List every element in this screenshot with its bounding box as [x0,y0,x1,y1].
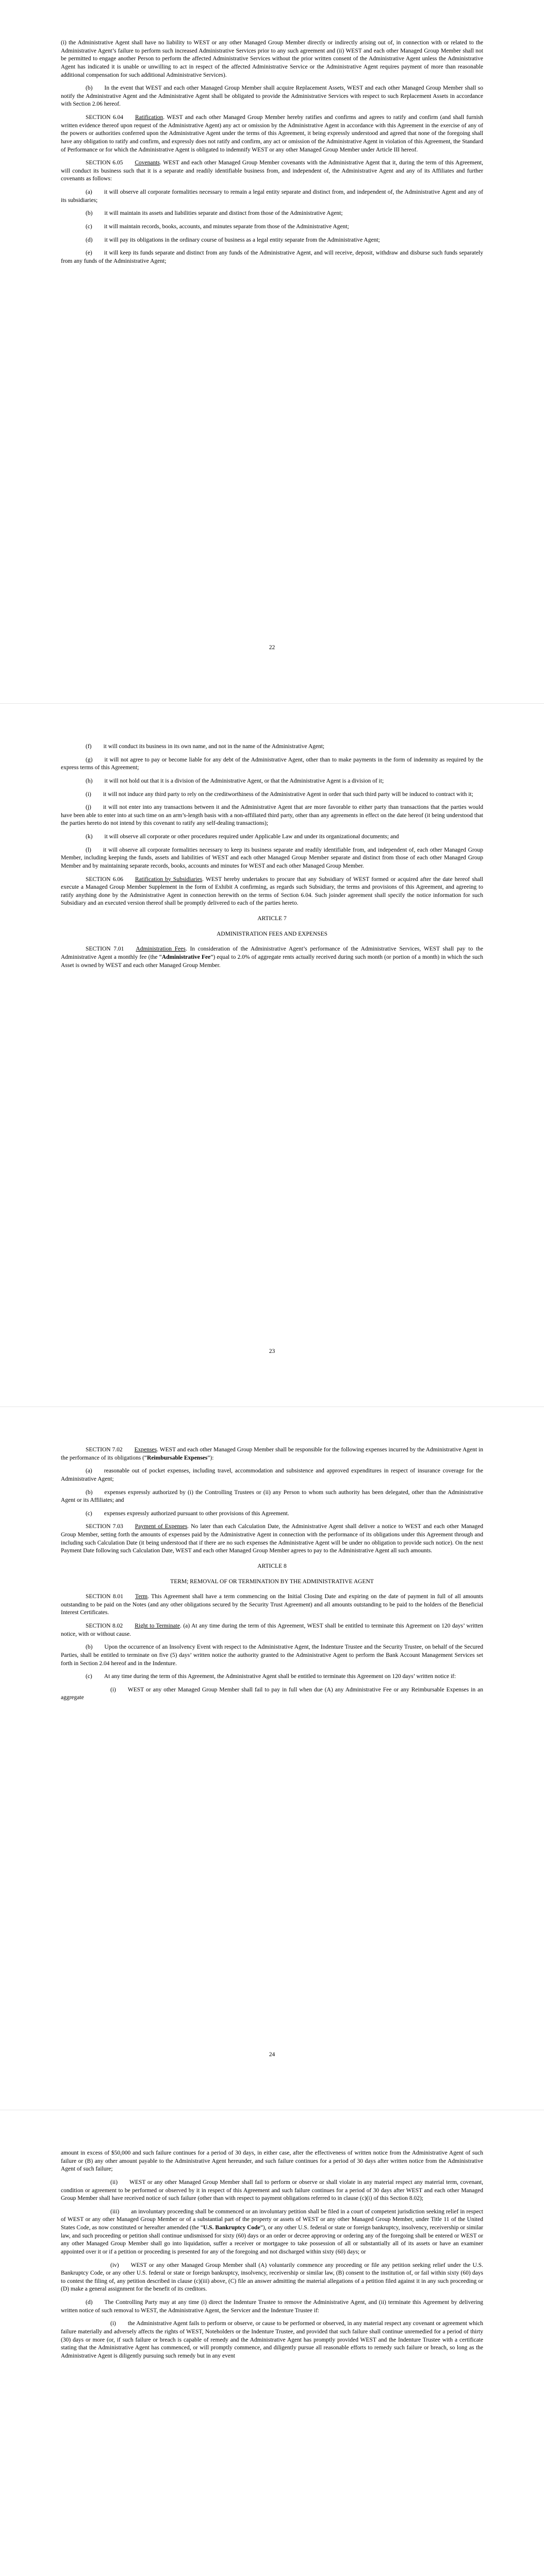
text-run: (ii) WEST or any other Managed Group Member shall fail to perform or observe or shall violate in any material respect any material term, covenant, condition or agreement to be performed or observed by it in respect of this Agreement and such failure continues for a period of 30 days after WEST and each other Managed Group Member shall have received notice of such failure (other than with respect to payment obligations referred to in clause (c)(i) of this Section 8.02); [61,2179,483,2202]
paragraph [61,743,483,751]
document-page [0,0,544,703]
text-run: (e) it will keep its funds separate and distinct from any funds of the Administrative Agent, and will receive, deposit, withdraw and disburse such funds separately from any funds of the Administrative Agent; [61,250,483,264]
text-run: SECTION 6.06 [86,876,135,883]
paragraph [61,2262,483,2294]
paragraph [61,945,483,970]
section-caption: Covenants [135,160,160,166]
text-run: (i) WEST or any other Managed Group Member shall fail to pay in full when due (A) any Administrative Fee or any Reimbursable Expenses in an aggregate [61,1686,483,1701]
page-number: 22 [269,645,275,651]
text-run: ARTICLE 7 [257,916,287,922]
paragraph [61,2208,483,2257]
document-page [0,2110,544,2576]
article-heading [61,1578,483,1586]
section-caption: Term [135,1594,148,1600]
section-caption: Ratification [135,114,163,121]
paragraph [61,249,483,265]
article-heading [61,930,483,939]
text-run: (b) expenses expressly authorized by (i) the Controlling Trustees or (ii) any Person to whom such authority has been delegated, other than the Administrative Agent or its Affiliates; and [61,1489,483,1504]
section-caption: Administration Fees [136,946,186,953]
paragraph [61,1622,483,1638]
paragraph [61,777,483,786]
text-run: TERM; REMOVAL OF OR TERMINATION BY THE ADMINISTRATIVE AGENT [170,1578,374,1585]
section-caption: Payment of Expenses [135,1523,188,1530]
text-run: (iv) WEST or any other Managed Group Member shall (A) voluntarily commence any proceeding or file any petition seeking relief under the U.S. Bankruptcy Code, or any other U.S. federal or state or foreign bankruptcy, insolvency, receivership or similar law, (B) consent to the institution of, or fail within sixty (60) days to contest the filing of, any petition described in clause (c)(iii) above, (C) file an answer admitting the material allegations of a petition filed against it in any such proceeding or (D) make a general assignment for the benefit of its creditors. [61,2262,483,2293]
paragraph [61,39,483,79]
text-run: ”), or any other U.S. federal or state or foreign bankruptcy, insolvency, receivership or similar law, and such proceeding or petition shall continue undismissed for sixty (60) days or an order or decree approving or ordering any of the foregoing shall be entered or WEST or any other Managed Group Member shall go into liquidation, suffer a receiver or mortgagee to take possession of all or substantially all of its assets or have an examiner appointed over it or if a petition or proceeding is presented for any of the foregoing and not discharged within sixty (60) days; or [61,2225,483,2255]
text-run: (d) The Controlling Party may at any time (i) direct the Indenture Trustee to remove the Administrative Agent, and (ii) terminate this Agreement by delivering written notice of such removal to WEST, the Administrative Agent, the Servicer and the Indenture Trustee if: [61,2299,483,2314]
text-run: (b) In the event that WEST and each other Managed Group Member shall acquire Replacement Assets, WEST and each other Managed Group Member shall so notify the Administrative Agent and the Administrative Agent shall be obligated to provide the Administrative Services with respect to such Replacement Assets in accordance with Section 2.06 hereof. [61,85,483,108]
paragraph [61,1523,483,1555]
text-run: (g) it will not agree to pay or become liable for any debt of the Administrative Agent, other than to make payments in the form of indemnity as required by the express terms of this Agreement; [61,756,483,771]
text-run: . WEST hereby undertakes to procure that any Subsidiary of WEST formed or acquired after the date hereof shall execute a Managed Group Member Supplement in the form of Exhibit A confirming, as regards such Subsidiary, the terms and provisions of this Agreement, and agreeing to ratify anything done by the Administrative Agent in connection herewith on the terms of Section 6.04. Such joinder agreement shall specify the notice information for such Subsidiary and an executed version thereof shall be promptly delivered to each of the parties hereto. [61,876,483,907]
paragraph [61,84,483,109]
text-run: SECTION 6.04 [86,114,135,121]
paragraph [61,1489,483,1505]
paragraph [61,1446,483,1462]
text-run: (d) it will pay its obligations in the ordinary course of business as a legal entity separate from the Administrative Agent; [86,236,380,243]
text-run: (f) it will conduct its business in its own name, and not in the name of the Administrative Agent; [86,743,325,750]
text-run: (c) it will maintain records, books, accounts, and minutes separate from those of the Administrative Agent; [86,223,349,230]
paragraph [61,1593,483,1617]
defined-term: Reimbursable Expenses [147,1454,208,1461]
text-run: . No later than each Calculation Date, the Administrative Agent shall deliver a notice to WEST and each other Managed Group Member, setting forth the amounts of expenses paid by the Administrative Agent in connection with the performance of its obligations under this Agreement through and including such Calculation Date (it being understood that if there are no such expenses the Administrative Agent will be under no obligation to provide such notice). On the next Payment Date following such Calculation Date, WEST and each other Managed Group Member agrees to pay to the Administrative Agent all such amounts. [61,1523,483,1554]
paragraph [61,833,483,841]
text-run: . In consideration of the Administrative Agent’s performance of the Administrative Services, WEST shall pay to the Administrative Agent a monthly fee (the “ [61,946,483,960]
text-run: . WEST and each other Managed Group Member covenants with the Administrative Agent that it, during the term of this Agreement, will conduct its business such that it is a separate and readily identifiable business from, and independent of, the Administrative Agent and any of its Affiliates and further covenants as follows: [61,160,483,182]
text-run: (a) reasonable out of pocket expenses, including travel, accommodation and subsistence and approved expenditures in respect of insurance coverage for the Administrative Agent; [61,1468,483,1482]
paragraph [61,1510,483,1518]
defined-term: Administrative Fee [161,954,211,960]
page-number: 24 [269,2052,275,2058]
paragraph [61,2149,483,2174]
text-run: (c) At any time during the term of this Agreement, the Administrative Agent shall be entitled to terminate this Agreement on 120 days’ written notice if: [86,1673,456,1680]
paragraph [61,223,483,231]
text-run: . WEST and each other Managed Group Member hereby ratifies and confirms and agrees to ratify and confirm (and shall furnish written evidence thereof upon request of the Administrative Agent) any act or omission by the Administrative Agent in accordance with this Agreement in the exercise of any of the powers or authorities conferred upon the Administrative Agent under the terms of this Agreement, it being expressly understood and agreed that none of the foregoing shall have any obligation to ratify and confirm, and expressly does not ratify and confirm, any act or omission of the Administrative Agent in violation of this Agreement, the Standard of Performance or for which the Administrative Agent is obligated to indemnify WEST or any other Managed Group Member under Article III hereof. [61,114,483,153]
text-run: SECTION 6.05 [86,160,135,166]
paragraph [61,1686,483,1702]
text-run: ARTICLE 8 [257,1563,287,1569]
paragraph [61,236,483,245]
text-run: SECTION 8.01 [86,1594,136,1600]
text-run: (a) it will observe all corporate formalities necessary to remain a legal entity separate and distinct from, and independent of, the Administrative Agent and any of its subsidiaries; [61,189,483,204]
paragraph [61,1467,483,1483]
text-run: ”) equal to 2.0% of aggregate rents actually received during such month (or portion of a month) in which the such Asset is owned by WEST and each other Managed Group Member. [61,954,483,969]
text-run: SECTION 7.01 [86,946,136,953]
paragraph [61,210,483,218]
paragraph [61,876,483,908]
text-run: (i) the Administrative Agent fails to perform or observe, or cause to be performed or observed, in any material respect any covenant or agreement which failure materially and adversely affects the rights of WEST, Noteholders or the Indenture Trustee, and provided that such failure shall continue unremedied for a period of thirty (30) days or more (or, if such failure or breach is capable of remedy and the Administrative Agent has promptly provided WEST and the Indenture Trustee with a certificate stating that the Administrative Agent has commenced, or will promptly commence, and diligently pursue all reasonable efforts to remedy such failure or breach, so long as the Administrative Agent is diligently pursuing such remedy but in any event [61,2320,483,2359]
text-run: (l) it will observe all corporate formalities necessary to keep its business separate and readily identifiable from, and independent of, each other Managed Group Member, including keeping the funds, assets and liabilities of WEST and each other Managed Group Member separate and distinct from those of each other Managed Group Member and by maintaining separate records, books, accounts and minutes for WEST and each other Managed Group Member. [61,846,483,869]
paragraph [61,804,483,828]
text-run: SECTION 7.03 [86,1523,135,1530]
paragraph [61,846,483,871]
text-run: (k) it will observe all corporate or other procedures required under Applicable Law and under its organizational documents; and [86,834,399,840]
text-run: (c) expenses expressly authorized pursuant to other provisions of this Agreement. [86,1510,289,1517]
text-run: (b) Upon the occurrence of an Insolvency Event with respect to the Administrative Agent, the Indenture Trustee and the Security Trustee, on behalf of the Secured Parties, shall be entitled to terminate on five (5) days’ written notice the authority granted to the Administrative Agent to perform the Bank Account Management Services set forth in Section 2.04 hereof and in the Indenture. [61,1644,483,1667]
paragraph [61,2320,483,2360]
text-run: SECTION 8.02 [86,1623,135,1629]
paragraph [61,159,483,183]
text-run: (b) it will maintain its assets and liabilities separate and distinct from those of the Administrative Agent; [86,210,343,217]
article-heading [61,915,483,923]
text-run: amount in excess of $50,000 and such failure continues for a period of 30 days, in either case, after the effectiveness of written notice from the Administrative Agent of such failure or (B) any other amount payable to the Administrative Agent hereunder, and such failure continues for a period of 30 days after written notice from the Administrative Agent of such failure; [61,2150,483,2173]
text-run: . WEST and each other Managed Group Member shall be responsible for the following expenses incurred by the Administrative Agent in the performance of its obligations (“ [61,1447,483,1461]
section-caption: Expenses [134,1447,157,1453]
document-page [0,703,544,1406]
paragraph [61,189,483,205]
text-run: (h) it will not hold out that it is a division of the Administrative Agent, or that the Administrative Agent is a division of it; [86,777,384,784]
paragraph [61,1643,483,1668]
paragraph [61,756,483,772]
text-run: . (a) At any time during the term of this Agreement, WEST shall be entitled to terminate this Agreement on 120 days’ written notice, with or without cause. [61,1623,484,1637]
paragraph [61,1673,483,1681]
text-run: ”): [207,1454,214,1461]
text-run: . This Agreement shall have a term commencing on the Initial Closing Date and expiring on the date of payment in full of all amounts outstanding to be paid on the Notes (and any other obligations secured by the Security Trust Agreement) and all amounts outstanding to be paid to the holders of the Beneficial Interest Certificates. [61,1594,483,1616]
text-run: (j) it will not enter into any transactions between it and the Administrative Agent that are more favorable to either party than transactions that the parties would have been able to enter into at such time on an arm’s-length basis with a non-affiliated third party, other than any agreements in effect on the date hereof (it being understood that the parties hereto do not intend by this covenant to ratify any self-dealing transactions); [61,804,483,827]
section-caption: Right to Terminate [135,1623,180,1629]
text-run: (i) the Administrative Agent shall have no liability to WEST or any other Managed Group Member directly or indirectly arising out of, in connection with or related to the Administrative Agent’s failure to perform such increased Administrative Services prior to any such agreement and (ii) WEST and each other Managed Group Member shall not be permitted to engage another Person to perform the affected Administrative Services without the prior written consent of the Administrative Agent unless the Administrative Agent has indicated it is unable or unwilling to act in respect of the affected Administrative Service or the Administrative Agent requires payment of more than reasonable additional compensation for such additional Administrative Services). [61,40,483,78]
paragraph [61,2179,483,2203]
article-heading [61,1563,483,1571]
section-caption: Ratification by Subsidiaries [135,876,203,883]
page-number: 23 [269,1348,275,1354]
text-run: (i) it will not induce any third party to rely on the creditworthiness of the Administrative Agent in order that such third party will be induced to contract with it; [86,791,473,798]
paragraph [61,114,483,154]
defined-term: U.S. Bankruptcy Code [203,2225,260,2231]
text-run: SECTION 7.02 [86,1447,135,1453]
document-page [0,1406,544,2110]
paragraph [61,791,483,799]
paragraph [61,2299,483,2315]
text-run: ADMINISTRATION FEES AND EXPENSES [216,930,327,937]
text-run: (iii) an involuntary proceeding shall be commenced or an involuntary petition shall be filed in a court of competent jurisdiction seeking relief in respect of WEST or any other Managed Group Member or of a substantial part of the property or assets of WEST or any other Managed Group Member, under Title 11 of the United States Code, as now constituted or hereafter amended (the “ [61,2208,483,2231]
